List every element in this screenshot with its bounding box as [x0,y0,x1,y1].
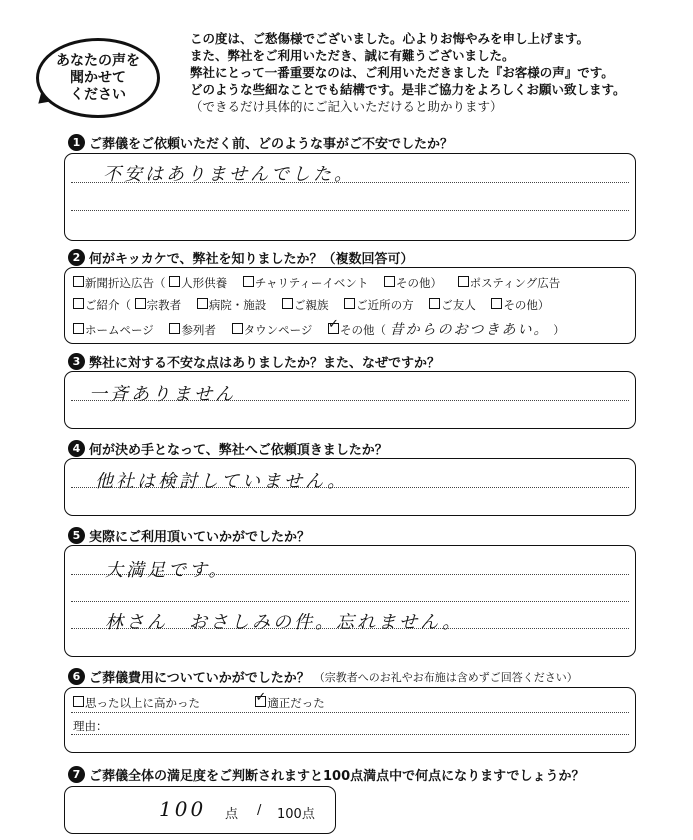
dotted-line [71,734,629,735]
question-text: ご葬儀費用についていかがでしたか？ [89,671,310,686]
option-label: ご親族 [293,298,329,312]
cost-options [73,695,325,711]
question-1 [68,133,453,152]
intro-line: どのような些細なことでも結構です。是非ご協力をよろしくお願い致します。 [190,82,626,97]
score-box[interactable] [64,786,336,834]
option-label: ご友人 [441,298,476,312]
score-slash: / [257,803,262,818]
options-row-1 [73,275,560,291]
answer-box-1[interactable] [64,153,636,241]
handwritten-answer: 大満足です。 [105,560,230,581]
option-label: 適正だった [267,696,325,710]
checkbox-checked[interactable] [328,323,339,334]
question-3 [68,352,440,371]
question-2 [68,248,413,267]
intro-note: （できるだけ具体的にご記入いただけると助かります） [190,99,503,114]
checkbox[interactable] [135,298,146,309]
option-label: その他） [503,298,550,312]
checkbox[interactable] [73,696,84,707]
question-number: 7 [68,766,85,783]
handwritten-score: 100 [159,797,207,821]
option-label: ご近所の方 [356,298,414,312]
question-number: 5 [68,527,85,544]
handwritten-answer: 林さん おさしみの件。忘れません。 [105,612,464,633]
question-text: 何がキッカケで、弊社を知りましたか？（複数回答可） [89,252,414,267]
option-label: タウンページ [243,323,313,337]
options-row-2 [73,297,549,313]
option-label: 宗教者 [146,298,182,312]
option-label: ポスティング広告 [469,276,561,290]
option-label: 参列者 [181,323,216,337]
question-4 [68,439,388,458]
dotted-line [71,210,629,211]
question-text: 弊社に対する不安な点はありましたか？また、なぜですか？ [89,356,441,371]
handwritten-other: 昔からのおつきあい。 [389,322,550,338]
question-number: 6 [68,668,85,685]
question-5 [68,526,310,545]
checkbox[interactable] [243,276,254,287]
checkbox[interactable] [458,276,469,287]
checkbox[interactable] [429,298,440,309]
question-hint: （宗教者へのお礼やお布施は含めずご回答ください） [313,670,578,684]
checkbox[interactable] [232,323,243,334]
checkbox[interactable] [282,298,293,309]
speech-bubble [36,38,160,118]
answer-box-6 [64,687,636,753]
checkbox[interactable] [73,298,84,309]
handwritten-answer: 他社は検討していません。 [95,471,349,492]
option-label: ） [553,323,565,337]
answer-box-3[interactable] [64,371,636,429]
checkbox[interactable] [491,298,502,309]
option-label: ホームページ [85,323,154,337]
question-number: 1 [68,134,85,151]
option-label: 新聞折込広告（ [85,276,166,290]
handwritten-answer: 不安はありませんでした。 [103,164,355,185]
option-label: 人形供養 [181,276,228,290]
intro-line: 弊社にとって一番重要なのは、ご利用いただきました『お客様の声』です。 [190,65,614,80]
checkbox[interactable] [73,323,84,334]
question-6 [68,667,578,686]
intro-line: また、弊社をご利用いただき、誠に有難うございました。 [190,48,515,63]
option-label: 病院・施設 [208,298,267,312]
question-text: 何が決め手となって、弊社へご依頼頂きましたか？ [89,443,388,458]
checkbox[interactable] [169,276,180,287]
answer-box-4[interactable] [64,458,636,516]
checkbox[interactable] [197,298,208,309]
question-text: ご葬儀をご依頼いただく前、どのような事がご不安でしたか？ [89,137,454,152]
intro-text [190,30,680,115]
score-max: 100点 [277,807,315,822]
option-label: 思った以上に高かった [85,696,200,710]
intro-line: この度は、ご愁傷様でございました。心よりお悔やみを申し上げます。 [190,31,590,46]
question-number: 3 [68,353,85,370]
options-row-3 [73,319,565,339]
option-label: その他（ [340,323,387,337]
checkbox[interactable] [344,298,355,309]
option-label: チャリティーイベント [254,276,369,290]
score-unit: 点 [225,807,239,822]
question-text: 実際にご利用頂いていかがでしたか？ [89,530,311,545]
dotted-line [71,601,629,602]
reason-label: 理由： [73,719,108,733]
bubble-text: あなたの声を 聞かせて ください [56,52,140,103]
question-text: ご葬儀全体の満足度をご判断されますと100点満点中で何点になりますでしょうか？ [89,769,585,784]
question-number: 2 [68,249,85,266]
answer-box-2 [64,267,636,344]
answer-box-5[interactable] [64,545,636,657]
checkbox[interactable] [169,323,180,334]
option-label: ご紹介（ [85,298,131,312]
option-label: その他） [395,276,442,290]
question-7 [68,765,585,784]
checkbox[interactable] [384,276,395,287]
checkbox-checked[interactable] [255,696,266,707]
handwritten-answer: 一斉ありません [89,384,236,405]
checkbox[interactable] [73,276,84,287]
question-number: 4 [68,440,85,457]
dotted-line [71,712,629,713]
